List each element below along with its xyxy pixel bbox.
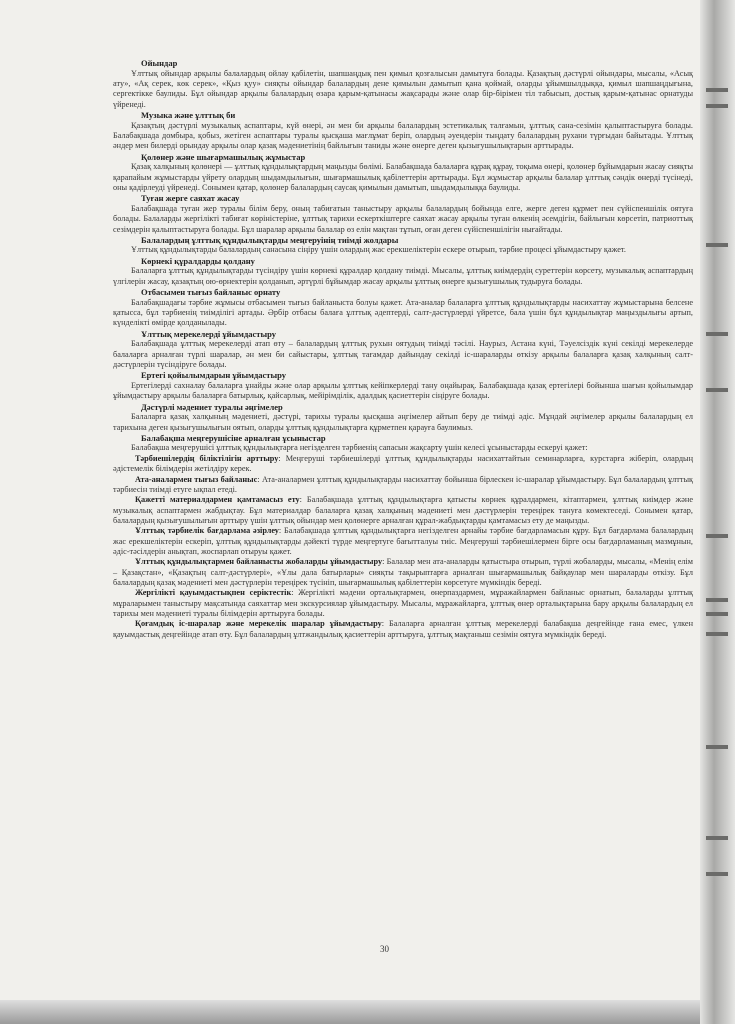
recommendation bbox=[113, 454, 693, 475]
section-text: Ұлттық ойындар арқылы балалардың ойлау қабілетін, шапшаңдық пен қимыл қозғалысын дамытуға болады. Қазақтың дәстүрлі ойындары, мысалы, «Асық ату», «Ақ серек, көк серек», «Қыз қуу» сияқты ойындар балалардың дене қимылын дамытып қана қоймай, оларды ұйымшылдыққа, қимыл шапшаңдығына, сергектікке баулиды. Бұл ойындар арқылы балалардың өзара қарым-қатынасы жақсарады және олар бір-бірімен тіл табысып, достық қарым-қатынас орнатуды үйренеді. bbox=[113, 68, 693, 109]
section-heading: Отбасымен тығыз байланыс орнату bbox=[141, 287, 281, 298]
section-heading: Балалардың ұлттық құндылықтарды меңгеруінің тиімді жолдары bbox=[141, 234, 399, 245]
section-heading: Туған жерге саяхат жасау bbox=[141, 193, 240, 204]
recommendation-text: : Балалар мен ата-аналарды қатыстыра отырып, түрлі жобаларды, мысалы, «Менің елім – Қазақстан», «Қазақтың салт-дәстүрлері», «Ұлы дала батырлары» сияқты тақырыптарға арналған шығармашылық байқаулар мен шараларды өткізу. Бұл балалардың қазақ мәдениеті мен дәстүрлерін тереңірек түсініп, шығармашылық қабілеттерін көрсетуге мүмкіндік береді. bbox=[113, 557, 693, 587]
section-heading: Музыка және ұлттық би bbox=[141, 109, 236, 120]
recommendation-text: : Балаларға арналған ұлттық мерекелерді балабақша деңгейінде ғана емес, үлкен қауымдастық деңгейінде атап өту. Бұл балалардың ұлтжандылық қасиеттерін арттыруға, ұлттық мақтаныш сезімін оятуға мүмкіндік береді. bbox=[113, 619, 693, 639]
section-text: Қазақ халқының қолөнері — ұлттық құндылықтардың маңызды бөлімі. Балабақшада балаларға құрақ құрау, тоқыма өнері, қолөнер бұйымдарын жасау сияқты қарапайым жұмыстарды үйрету олардың шыдамдылығын, шығармашылық қабілеттерін арттырады. Бұл жұмыстар арқылы балалар ұлттық сәндік өнерді түсінеді, оны қадірлеуді үйренеді. Сонымен қатар, қолөнер балалардың саусақ қимылын дамытып, шыдамдылыққа баулиды. bbox=[113, 162, 693, 192]
section-heading: Балабақша меңгерушісіне арналған ұсыныстар bbox=[141, 432, 326, 443]
section-heading: Дәстүрлі мәдениет туралы әңгімелер bbox=[141, 401, 283, 412]
recommendation-lead: Ұлттық құндылықтармен байланысты жобаларды ұйымдастыру bbox=[135, 557, 383, 567]
recommendation-lead: Тәрбиешілердің біліктілігін арттыру bbox=[135, 453, 279, 463]
section-text: Балабақшада туған жер туралы білім беру, оның табиғатын таныстыру арқылы балалардың бойында елге, жерге деген құрмет пен сүйіспеншілік оятуға болады. Балаларды жергілікті табиғат көріністеріне, ұлттық тарихи ескерткіштерге саяхат жасау арқылы туған өлкенің әсемдігін, байлығын көрсетіп, патриоттық сезімдерін қалыптастыруға болады. Бұл шаралар арқылы балалар өз елін мақтан тұтып, оған деген сүйіспеншілігін нығайтады. bbox=[113, 203, 693, 234]
section-text: Балаларға қазақ халқының мәдениеті, дәстүрі, тарихы туралы қысқаша әңгімелер айтып беру де тиімді әдіс. Мұндай әңгімелер арқылы балалардың ел тарихына деген қызығушылығын оятып, оларды ұлттық құндылықтарға құрметпен қарауға баулимыз. bbox=[113, 412, 693, 432]
section-heading: Ұлттық мерекелерді ұйымдастыру bbox=[141, 328, 276, 339]
page-content bbox=[113, 58, 693, 640]
recommendation bbox=[113, 526, 693, 557]
section-heading: Қолөнер және шығармашылық жұмыстар bbox=[141, 151, 306, 162]
recommendation bbox=[113, 475, 693, 496]
recommendation-text: : Ата-аналармен ұлттық құндылықтарды насихаттау бойынша бірлескен іс-шаралар ұйымдастыру. Бұл балалардың ұлттық тәрбиесін тиімді етуге ықпал етеді. bbox=[113, 474, 693, 494]
page-number: 30 bbox=[380, 944, 389, 954]
recommendation-text: : Балабақшада ұлттық құндылықтарға қатысты көрнек құралдармен, кітаптармен, ұлттық киімдер және музыкалық аспаптармен жабдықтау. Бұл материалдар балаларға қазақ халқының мәдениеті мен дәстүрлерін тереңірек тануға көмектеседі. Сонымен қатар, балалардың қызығушылығын арттыру үшін ұлттық ойындар мен қолөнерге арналған құрал-жабдықтарды қамтамасыз ету де маңызды. bbox=[113, 495, 693, 525]
recommendation-text: : Балабақшада ұлттық құндылықтарға негізделген арнайы тәрбие бағдарламасын құру. Бұл бағдарлама балалардың жас ерекшеліктерін ескеріп, ұлттық құндылықтарды дәйекті түрде меңгертуге бағытталуы тиіс. Меңгеруші тәрбиешілермен бірге осы бағдарламаның мазмұнын, әдіс-тәсілдерін анықтап, жоспарлап отыруы қажет. bbox=[113, 526, 693, 556]
section-heading: Көрнекі құралдарды қолдану bbox=[141, 255, 255, 266]
scan-bottom-edge bbox=[0, 1000, 700, 1024]
section-text: Ертегілерді сахналау балаларға ұнайды және олар арқылы ұлттық кейіпкерлерді тану оңайырақ. Балабақшада қазақ ертегілері бойынша шағын қойылымдар ұйымдастыру арқылы балаларға батырлық, қайсарлық, мейірімділік, адалдық қасиеттерін сіңіруге болады. bbox=[113, 380, 693, 401]
section-heading: Ертегі қойылымдарын ұйымдастыру bbox=[141, 370, 286, 381]
recommendation-text: : Жергілікті мәдени орталықтармен, өнерпаздармен, мұражайлармен байланыс орнатып, балаларды ұлттық мұраларымен таныстыру мақсатында саяхаттар мен экскурсиялар ұйымдастыру. Мысалы, мұражайларға, ұлттық өнер орталықтарына бару арқылы балалардың ел тарихы мен мәдениеті туралы білімдерін арттыруға болады. bbox=[113, 588, 694, 618]
section-text: Ұлттық құндылықтарды балалардың санасына сіңіру үшін олардың жас ерекшеліктерін ескере отырып, тәрбие процесі ұйымдастыру қажет. bbox=[131, 245, 626, 255]
recommendation-lead: Қоғамдық іс-шаралар және мерекелік шаралар ұйымдастыру bbox=[135, 619, 382, 629]
recommendation bbox=[113, 557, 693, 588]
section-text: Балабақша меңгерушісі ұлттық құндылықтарға негізделген тәрбиенің сапасын жақсарту үшін келесі ұсыныстарды ескеруі қажет: bbox=[131, 443, 588, 453]
section-text: Балабақшадағы тәрбие жұмысы отбасымен тығыз байланыста болуы қажет. Ата-аналар балаларға ұлттық құндылықтарды насихаттау жұмыстарына белсене қатысса, бұл тәрбиенің тиімділігі артады. Әрбір отбасы балаға ұлттық әдептерді, салт-дәстүрлерді үйретсе, бала үшін бұл құндылықтар маңыздылығы артып, күнделікті өмірде қолданылады. bbox=[113, 297, 693, 328]
section-text: Балаларға ұлттық құндылықтарды түсіндіру үшін көрнекі құралдар қолдану тиімді. Мысалы, ұлттық киімдердің суреттерін көрсету, музыкалық аспаптардың үлгілерін жасау, қазақтың ою-өрнектерін қолданып, әртүрлі бұйымдар жасау арқылы ұлттық өнерге қызығушылық тудыруға болады. bbox=[113, 266, 693, 286]
section-text: Қазақтың дәстүрлі музыкалық аспаптары, күй өнері, ән мен би арқылы балалардың эстетикалық талғамын, ұлттық сана-сезімін қалыптастыруға болады. Балабақшада домбыра, қобыз, жетіген аспаптары туралы қысқаша мағлұмат беріп, олардың әуендерін тыңдату балалардың рухани түрғыдан байытады. Ұлттық әндер мен билерді орындау арқылы олар қазақ мәдениетінің байлығын таниды және өнерге деген қызығушылықтарын арттырады. bbox=[113, 120, 693, 151]
recommendation bbox=[113, 619, 693, 640]
recommendation bbox=[113, 588, 693, 619]
recommendation-lead: Ата-аналармен тығыз байланыс bbox=[135, 474, 258, 484]
recommendation bbox=[113, 495, 693, 526]
recommendation-lead: Қажетті материалдармен қамтамасыз ету bbox=[135, 495, 300, 505]
recommendation-lead: Жергілікті қауымдастықпен серіктестік bbox=[135, 588, 292, 598]
section-text: Балабақшада ұлттық мерекелерді атап өту – балалардың ұлттық рухын оятудың тиімді тәсілі. Наурыз, Астана күні, Тәуелсіздік күні секілді мерекелерде балаларға арналған түрлі шаралар, ән мен би сайыстары, ұлттық тағамдар дайындау секілді іс-шараларды өткізу арқылы балаларға қазақ халқының салт-дәстүрлерін түсіндіруге болады. bbox=[113, 339, 693, 369]
recommendation-lead: Ұлттық тәрбиелік бағдарлама әзірлеу bbox=[135, 526, 279, 536]
recommendation-text: : Меңгеруші тәрбиешілерді ұлттық құндылықтарды насихаттайтын семинарларға, курстарға жіберіп, олардың әдістемелік білімдерін жетілдіру керек. bbox=[113, 453, 693, 474]
section-heading: Ойындар bbox=[141, 58, 178, 68]
scan-binding-edge bbox=[700, 0, 735, 1024]
